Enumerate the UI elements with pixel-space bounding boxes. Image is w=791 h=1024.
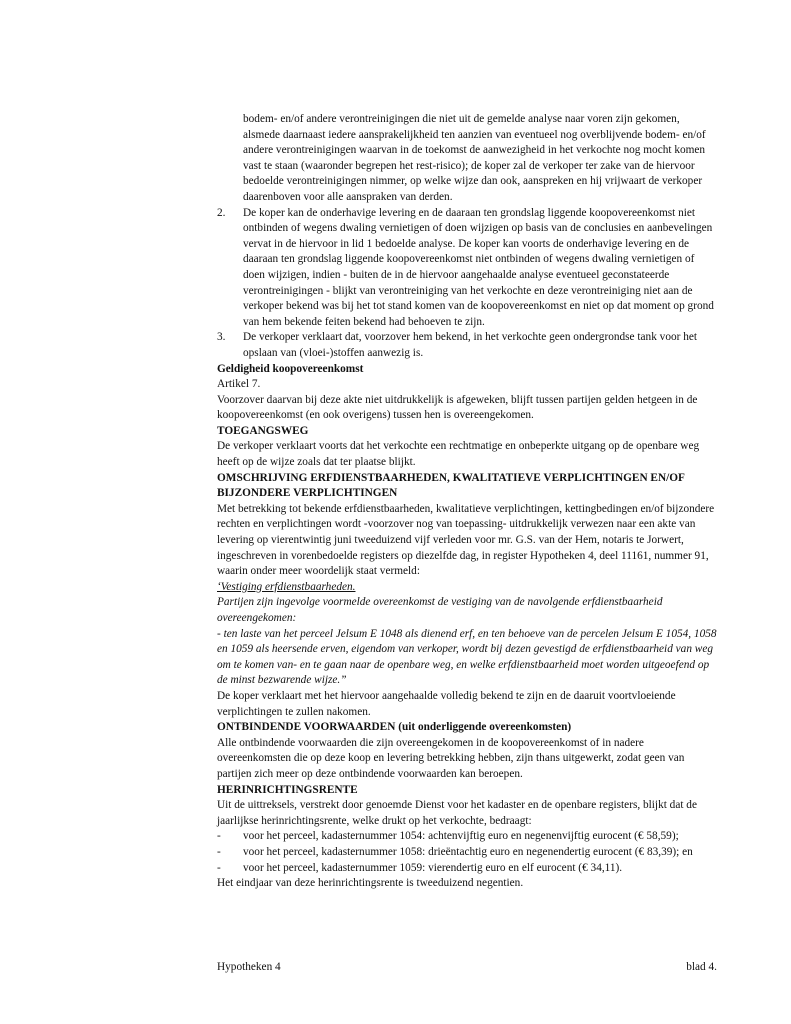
list-dash: - bbox=[217, 861, 221, 874]
toegangsweg-paragraph: De verkoper verklaart voorts dat het verkochte een rechtmatige en onbeperkte uitgang op de openbare weg heeft op de wijze zoals dat ter plaatse blijkt. bbox=[217, 440, 700, 469]
list-dash: - bbox=[217, 830, 221, 843]
item-text: De koper kan de onderhavige levering en de daaraan ten grondslag liggende koopovereenkomst niet ontbinden of wegens dwaling vernietigen of doen wijzigen op basis van de conclusies en aanbevelingen vervat in de hiervoor in lid 1 bedoelde analyse. De koper kan voorts de onderhavige levering en de daaraan ten grondslag liggende koopovereenkomst niet ontbinden of wegens dwaling vernietigen of doen wijzigen, indien - buiten de in de hiervoor aangehaalde analyse eventueel geconstateerde verontreinigingen - blijkt van verontreiniging van het verkochte en deze verontreiniging niet aan de verkoper bekend was bij het tot stand komen van de koopovereenkomst en niet op dat moment op grond van hem bekende feiten bekend had behoeven te zijn. bbox=[243, 206, 714, 328]
numbered-item-2 bbox=[217, 206, 717, 331]
heading-geldigheid: Geldigheid koopovereenkomst bbox=[217, 362, 364, 375]
article-label: Artikel 7. bbox=[217, 378, 261, 391]
heading-ontbindende: ONTBINDENDE VOORWAARDEN (uit onderliggende overeenkomsten) bbox=[217, 721, 572, 734]
erfdienstbaarheden-after: De koper verklaart met het hiervoor aangehaalde volledig bekend te zijn en de daaruit voortvloeiende verplichtingen te zullen nakomen. bbox=[217, 689, 676, 718]
herinrichtingsrente-end: Het eindjaar van deze herinrichtingsrente is tweeduizend negentien. bbox=[217, 877, 524, 890]
quote-paragraph-1: Partijen zijn ingevolge voormelde overeenkomst de vestiging van de navolgende erfdienstbaarheid overeengekomen: bbox=[217, 596, 663, 624]
herinrichtingsrente-paragraph: Uit de uittreksels, verstrekt door genoemde Dienst voor het kadaster en de openbare registers, blijkt dat de jaarlijkse herinrichtingsrente, welke drukt op het verkochte, bedraagt: bbox=[217, 799, 697, 827]
footer-page-number: blad 4. bbox=[686, 961, 717, 973]
quote-paragraph-2: - ten laste van het perceel Jelsum E 1048 als dienend erf, en ten behoeve van de percelen Jelsum E 1054, 1058 en 1059 als heersende erven, eigendom van verkoper, wordt bij dezen gevestigd de erfdienstbaarheid van weg om te komen van- en te gaan naar de openbare weg, en welke erfdienstbaarheid moet worden uitgeoefend op de minst bezwarende wijze.” bbox=[217, 627, 717, 687]
heading-herinrichtingsrente: HERINRICHTINGSRENTE bbox=[217, 783, 358, 796]
list-item bbox=[217, 845, 717, 861]
list-item bbox=[217, 861, 717, 877]
heading-erfdienstbaarheden: OMSCHRIJVING ERFDIENSTBAARHEDEN, KWALITATIEVE VERPLICHTINGEN EN/OF BIJZONDERE VERPLICHTINGEN bbox=[217, 471, 685, 500]
footer-register: Hypotheken 4 bbox=[217, 961, 281, 973]
item-number: 2. bbox=[217, 206, 226, 219]
quote-title: ‘Vestiging erfdienstbaarheden. bbox=[217, 580, 356, 593]
list-item-text: voor het perceel, kadasternummer 1058: drieëntachtig euro en negenendertig eurocent (€ 83,39); en bbox=[243, 845, 693, 858]
item-number: 3. bbox=[217, 331, 226, 344]
document-body bbox=[217, 112, 717, 892]
list-dash: - bbox=[217, 845, 221, 858]
ontbindende-paragraph: Alle ontbindende voorwaarden die zijn overeengekomen in de koopovereenkomst of in nadere overeenkomsten die op deze koop en levering betrekking hebben, zijn thans uitgewerkt, zodat geen van partijen zich meer op deze ontbindende voorwaarden kan beroepen. bbox=[217, 736, 685, 780]
list-item bbox=[217, 829, 717, 845]
continuation-paragraph: bodem- en/of andere verontreinigingen die niet uit de gemelde analyse naar voren zijn gekomen, alsmede daarnaast iedere aansprakelijkheid ten aanzien van eventueel nog overblijvende bodem- en/of andere verontreinigingen waarvan in de toekomst de aanwezigheid in het verkochte nog mocht komen vast te staan (waaronder begrepen het rest-risico); de koper zal de verkoper ter zake van de hiervoor bedoelde verontreinigingen nimmer, op welke wijze dan ook, aanspreken en hij vrijwaart de verkoper daarenboven voor alle aanspraken van derden. bbox=[243, 113, 706, 203]
erfdienstbaarheden-paragraph: Met betrekking tot bekende erfdienstbaarheden, kwalitatieve verplichtingen, kettingbedingen en/of bijzondere rechten en verplichtingen wordt -voorzover nog van toepassing- uitdrukkelijk verwezen naar een akte van levering op vierentwintig juni tweeduizend vijf verleden voor mr. G.S. van der Hem, notaris te Jorwert, ingeschreven in vorenbedoelde registers op diezelfde dag, in register Hypotheken 4, deel 11161, nummer 91, waarin onder meer woordelijk staat vermeld: bbox=[217, 502, 715, 578]
item-text: De verkoper verklaart dat, voorzover hem bekend, in het verkochte geen ondergrondse tank voor het opslaan van (vloei-)stoffen aanwezig is. bbox=[243, 331, 698, 359]
heading-toegangsweg: TOEGANGSWEG bbox=[217, 424, 309, 437]
geldigheid-paragraph: Voorzover daarvan bij deze akte niet uitdrukkelijk is afgeweken, blijft tussen partijen gelden hetgeen in de koopovereenkomst (en ook overigens) tussen hen is overeengekomen. bbox=[217, 393, 698, 422]
list-item-text: voor het perceel, kadasternummer 1059: vierendertig euro en elf eurocent (€ 34,11). bbox=[243, 861, 623, 874]
list-item-text: voor het perceel, kadasternummer 1054: achtenvijftig euro en negenenvijftig eurocent (€ 58,59); bbox=[243, 830, 679, 843]
numbered-item-3 bbox=[217, 330, 717, 361]
